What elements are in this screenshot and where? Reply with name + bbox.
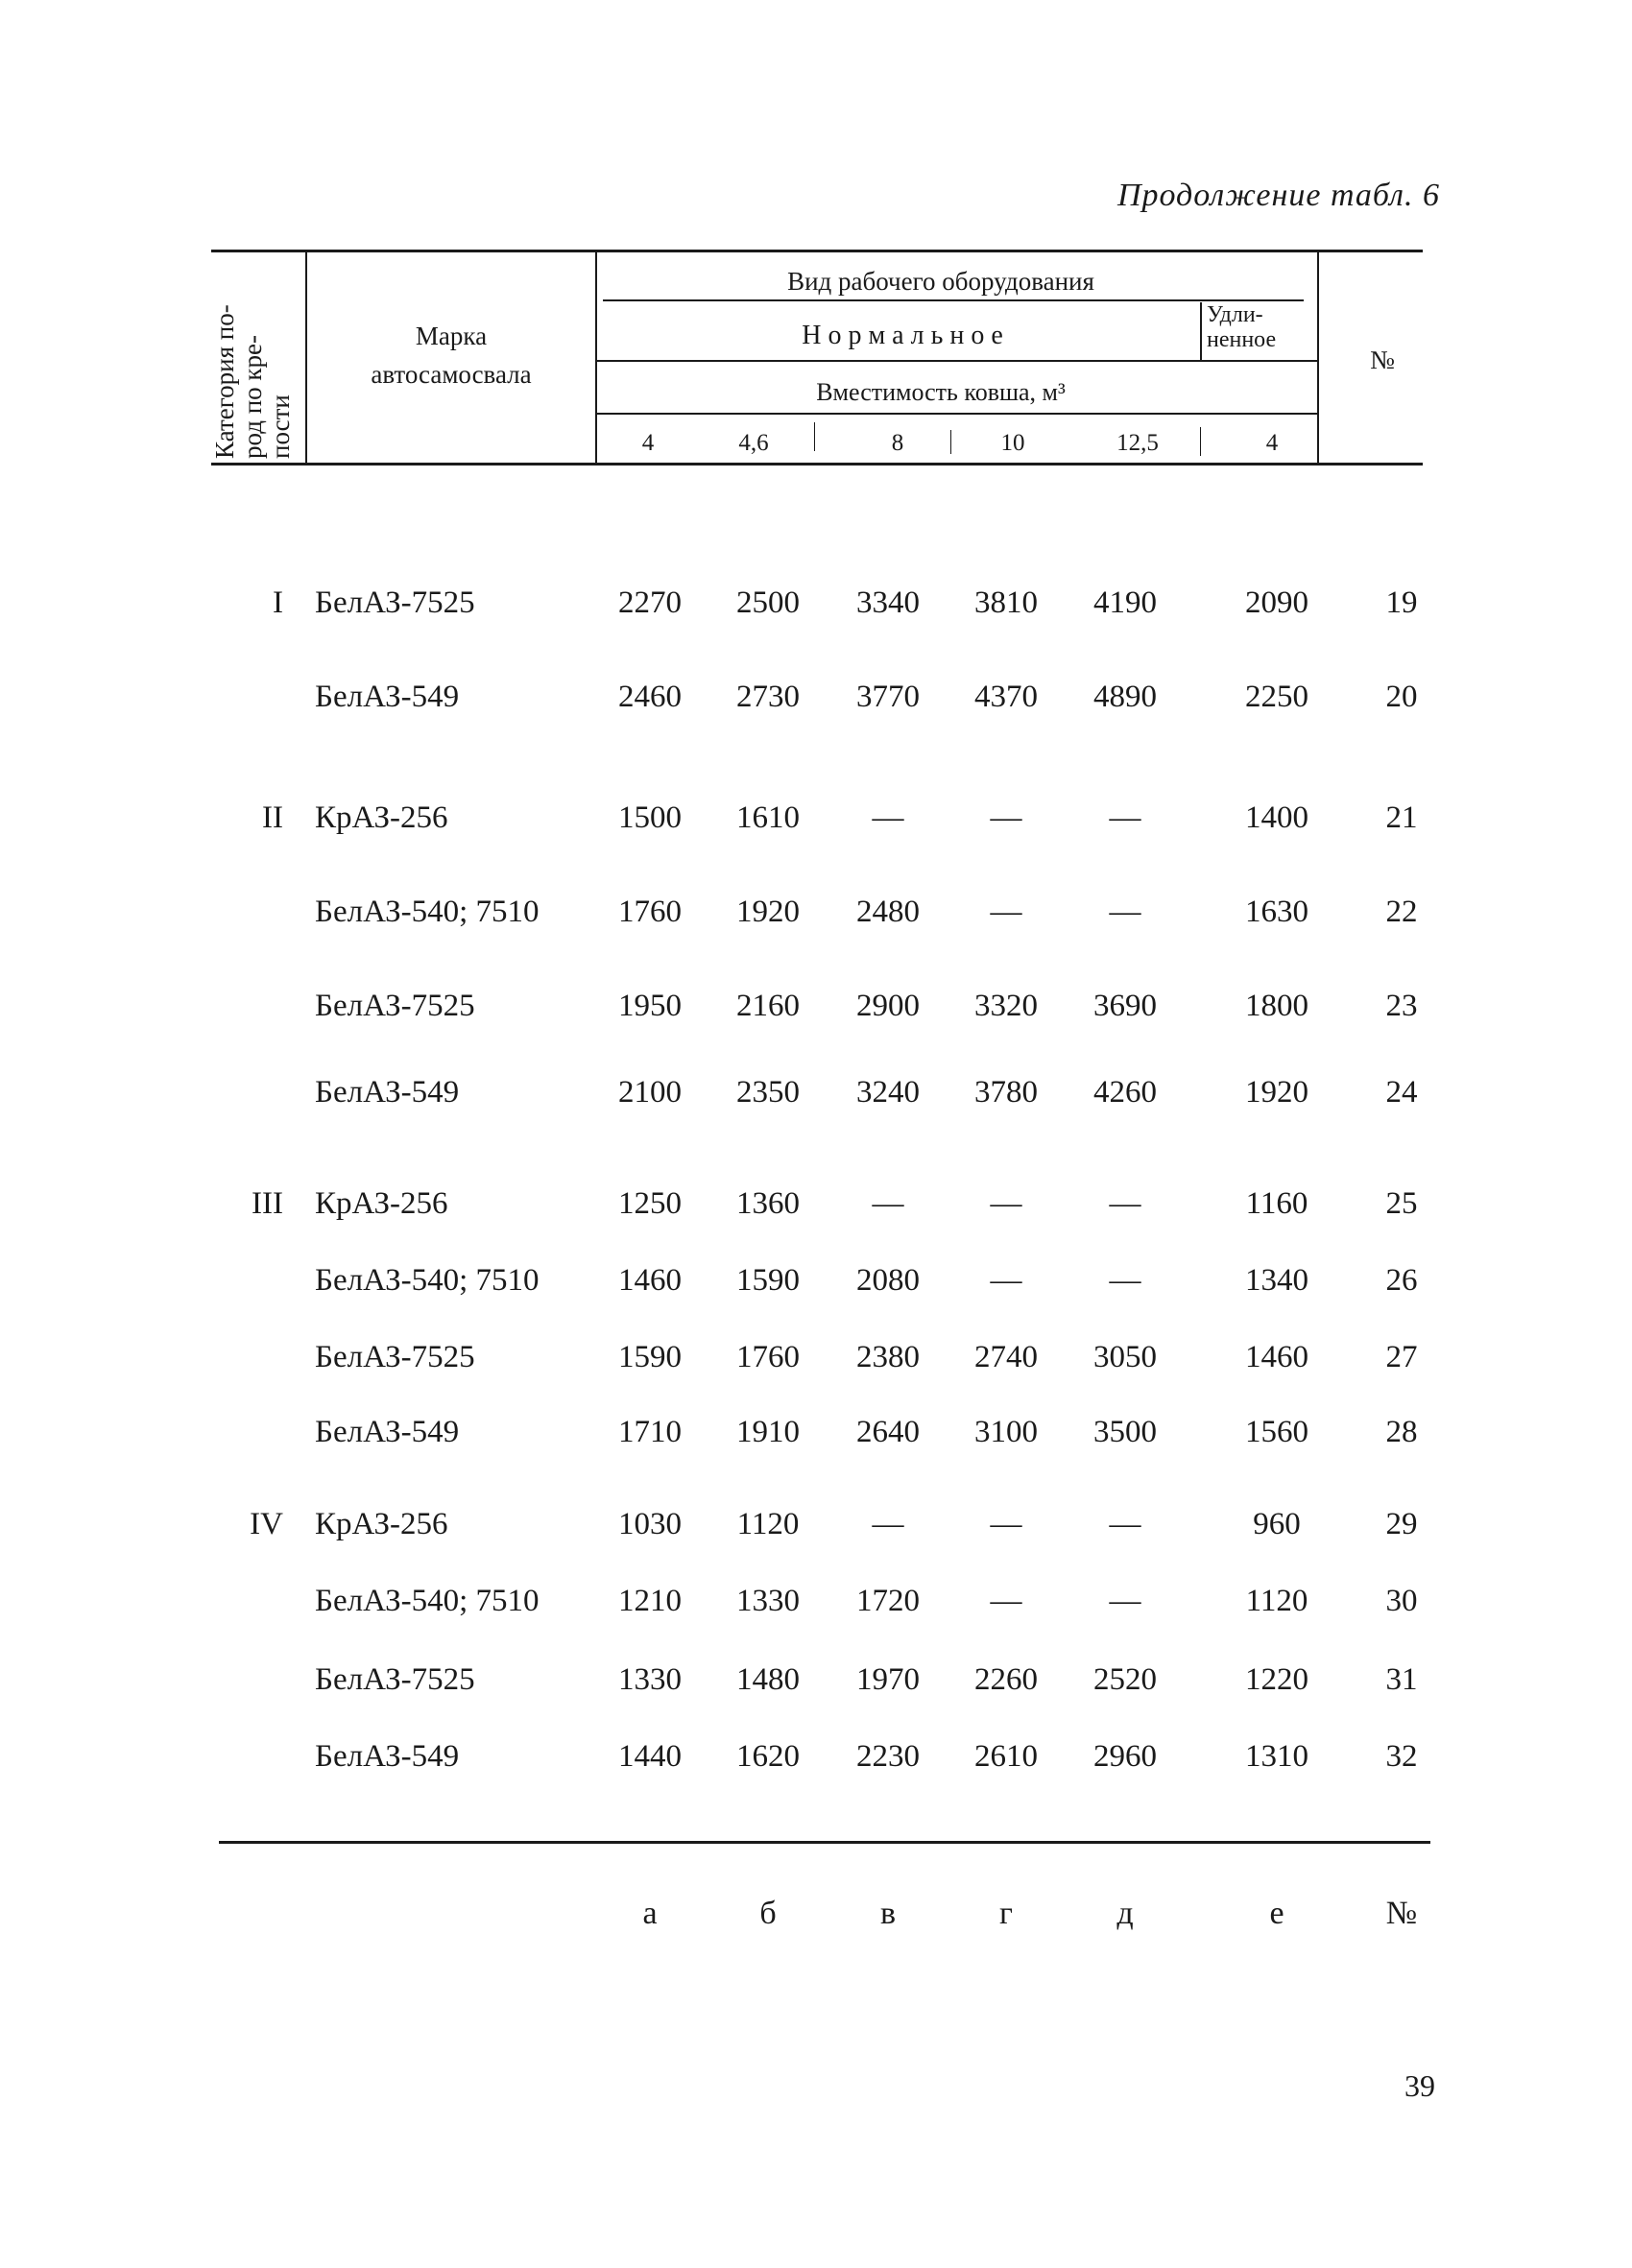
footer-column-letter: б <box>759 1896 777 1931</box>
row-value: 3770 <box>856 680 920 714</box>
header-divider-capacity-b <box>814 422 815 451</box>
header-normal: Н о р м а л ь н о е <box>802 321 1003 350</box>
header-divider-capacity-e <box>1200 427 1201 456</box>
row-value: 1340 <box>1245 1263 1308 1298</box>
row-value: 4370 <box>974 680 1038 714</box>
row-value: 1630 <box>1245 895 1308 929</box>
row-brand: БелАЗ-540; 7510 <box>315 1263 540 1298</box>
row-value: 2090 <box>1245 585 1308 620</box>
row-value: 1330 <box>618 1662 682 1697</box>
row-value: 4260 <box>1093 1075 1157 1110</box>
row-value: 3340 <box>856 585 920 620</box>
row-value: 1970 <box>856 1662 920 1697</box>
header-bottom-rule <box>211 463 1423 466</box>
row-value: — <box>990 800 1022 835</box>
row-value: 2610 <box>974 1739 1038 1774</box>
row-value: 4190 <box>1093 585 1157 620</box>
row-value: 1560 <box>1245 1415 1308 1449</box>
row-brand: БелАЗ-7525 <box>315 989 475 1023</box>
row-value: — <box>1109 1263 1141 1298</box>
row-value: — <box>872 800 904 835</box>
row-value: 1920 <box>736 895 800 929</box>
header-subrule-1 <box>603 299 1304 301</box>
footer-column-letter: г <box>999 1896 1013 1931</box>
row-value: 2480 <box>856 895 920 929</box>
header-capacity-c: 8 <box>891 430 904 456</box>
footer-rule <box>219 1841 1430 1844</box>
row-value: 1710 <box>618 1415 682 1449</box>
row-value: — <box>872 1507 904 1541</box>
row-value: 2520 <box>1093 1662 1157 1697</box>
header-capacity-f: 4 <box>1265 430 1279 456</box>
row-value: 2100 <box>618 1075 682 1110</box>
row-value: 2250 <box>1245 680 1308 714</box>
row-value: 2640 <box>856 1415 920 1449</box>
row-brand: БелАЗ-549 <box>315 1075 460 1110</box>
row-brand: КрАЗ-256 <box>315 1186 448 1221</box>
row-value: 1160 <box>1245 1186 1308 1221</box>
row-number: 27 <box>1385 1340 1418 1374</box>
row-value: 1460 <box>618 1263 682 1298</box>
header-brand: Марка автосамосвала <box>371 322 532 389</box>
row-value: 2730 <box>736 680 800 714</box>
row-brand: КрАЗ-256 <box>315 800 448 835</box>
row-value: 1400 <box>1245 800 1308 835</box>
row-value: 1310 <box>1245 1739 1308 1774</box>
footer-column-letter: а <box>642 1896 658 1931</box>
row-brand: БелАЗ-549 <box>315 1739 460 1774</box>
row-category: I <box>273 585 283 620</box>
header-divider-capacity-c <box>950 430 951 454</box>
row-number: 20 <box>1385 680 1418 714</box>
row-category: II <box>262 800 283 835</box>
row-value: 1120 <box>736 1507 800 1541</box>
row-value: 1590 <box>736 1263 800 1298</box>
row-value: 960 <box>1253 1507 1301 1541</box>
footer-column-letter: № <box>1385 1896 1418 1931</box>
footer-column-letter: д <box>1116 1896 1134 1931</box>
row-brand: БелАЗ-7525 <box>315 585 475 620</box>
row-brand: БелАЗ-7525 <box>315 1340 475 1374</box>
row-value: 1920 <box>1245 1075 1308 1110</box>
header-subrule-3 <box>597 413 1317 415</box>
row-value: — <box>990 1263 1022 1298</box>
row-value: 2260 <box>974 1662 1038 1697</box>
header-capacity-b: 4,6 <box>738 430 769 456</box>
row-number: 30 <box>1385 1584 1418 1618</box>
row-brand: КрАЗ-256 <box>315 1507 448 1541</box>
row-value: 2270 <box>618 585 682 620</box>
row-value: 3500 <box>1093 1415 1157 1449</box>
row-value: 3320 <box>974 989 1038 1023</box>
row-value: 1800 <box>1245 989 1308 1023</box>
row-value: 1610 <box>736 800 800 835</box>
header-capacity-d: 10 <box>1000 430 1025 456</box>
row-value: 3240 <box>856 1075 920 1110</box>
row-brand: БелАЗ-7525 <box>315 1662 475 1697</box>
row-number: 24 <box>1385 1075 1418 1110</box>
row-value: 1620 <box>736 1739 800 1774</box>
row-value: 1760 <box>736 1340 800 1374</box>
footer-column-letter: в <box>879 1896 897 1931</box>
row-value: — <box>1109 1584 1141 1618</box>
row-value: 3690 <box>1093 989 1157 1023</box>
header-subrule-2 <box>597 360 1317 362</box>
row-value: 2500 <box>736 585 800 620</box>
row-value: 1500 <box>618 800 682 835</box>
row-value: 3050 <box>1093 1340 1157 1374</box>
row-value: — <box>1109 800 1141 835</box>
row-brand: БелАЗ-540; 7510 <box>315 1584 540 1618</box>
row-value: 1030 <box>618 1507 682 1541</box>
row-value: 2900 <box>856 989 920 1023</box>
row-brand: БелАЗ-540; 7510 <box>315 895 540 929</box>
row-value: 1460 <box>1245 1340 1308 1374</box>
row-value: — <box>990 1186 1022 1221</box>
row-value: — <box>872 1186 904 1221</box>
row-number: 21 <box>1385 800 1418 835</box>
row-value: 1120 <box>1245 1584 1308 1618</box>
row-value: 1910 <box>736 1415 800 1449</box>
header-capacity-a: 4 <box>641 430 655 456</box>
row-value: — <box>1109 1186 1141 1221</box>
table-caption: Продолжение табл. 6 <box>1116 178 1440 213</box>
row-value: — <box>1109 895 1141 929</box>
row-value: 1440 <box>618 1739 682 1774</box>
header-capacity: Вместимость ковша, м³ <box>816 378 1066 406</box>
row-value: 1210 <box>618 1584 682 1618</box>
row-value: 1950 <box>618 989 682 1023</box>
row-brand: БелАЗ-549 <box>315 1415 460 1449</box>
header-top-rule <box>211 250 1423 252</box>
header-equipment-type: Вид рабочего оборудования <box>787 267 1094 296</box>
page-number: 39 <box>1404 2068 1435 2103</box>
row-value: 2740 <box>974 1340 1038 1374</box>
header-divider-extended <box>1200 302 1202 360</box>
row-value: 1360 <box>736 1186 800 1221</box>
row-value: 2080 <box>856 1263 920 1298</box>
row-value: 2350 <box>736 1075 800 1110</box>
row-value: — <box>990 1584 1022 1618</box>
row-number: 26 <box>1385 1263 1418 1298</box>
row-value: 1330 <box>736 1584 800 1618</box>
row-number: 28 <box>1385 1415 1418 1449</box>
row-value: 1480 <box>736 1662 800 1697</box>
row-value: 1220 <box>1245 1662 1308 1697</box>
header-extended: Удли- ненное <box>1207 302 1277 352</box>
row-number: 23 <box>1385 989 1418 1023</box>
row-value: 1250 <box>618 1186 682 1221</box>
row-number: 32 <box>1385 1739 1418 1774</box>
row-number: 19 <box>1385 585 1418 620</box>
row-value: 1590 <box>618 1340 682 1374</box>
row-value: 2160 <box>736 989 800 1023</box>
row-value: 3100 <box>974 1415 1038 1449</box>
row-value: 1720 <box>856 1584 920 1618</box>
row-value: — <box>1109 1507 1141 1541</box>
header-number: № <box>1370 346 1395 374</box>
row-category: III <box>252 1186 283 1221</box>
row-number: 31 <box>1385 1662 1418 1697</box>
row-category: IV <box>250 1507 283 1541</box>
row-value: 1760 <box>618 895 682 929</box>
header-capacity-e: 12,5 <box>1116 430 1159 456</box>
row-number: 25 <box>1385 1186 1418 1221</box>
row-value: 2460 <box>618 680 682 714</box>
row-value: 4890 <box>1093 680 1157 714</box>
row-brand: БелАЗ-549 <box>315 680 460 714</box>
row-value: 3780 <box>974 1075 1038 1110</box>
row-value: — <box>990 1507 1022 1541</box>
row-value: 2380 <box>856 1340 920 1374</box>
row-value: 2960 <box>1093 1739 1157 1774</box>
header-category: Категория по- род по кре- пости <box>210 304 295 459</box>
row-value: 3810 <box>974 585 1038 620</box>
row-value: 2230 <box>856 1739 920 1774</box>
row-number: 22 <box>1385 895 1418 929</box>
footer-column-letter: е <box>1269 1896 1284 1931</box>
row-value: — <box>990 895 1022 929</box>
row-number: 29 <box>1385 1507 1418 1541</box>
